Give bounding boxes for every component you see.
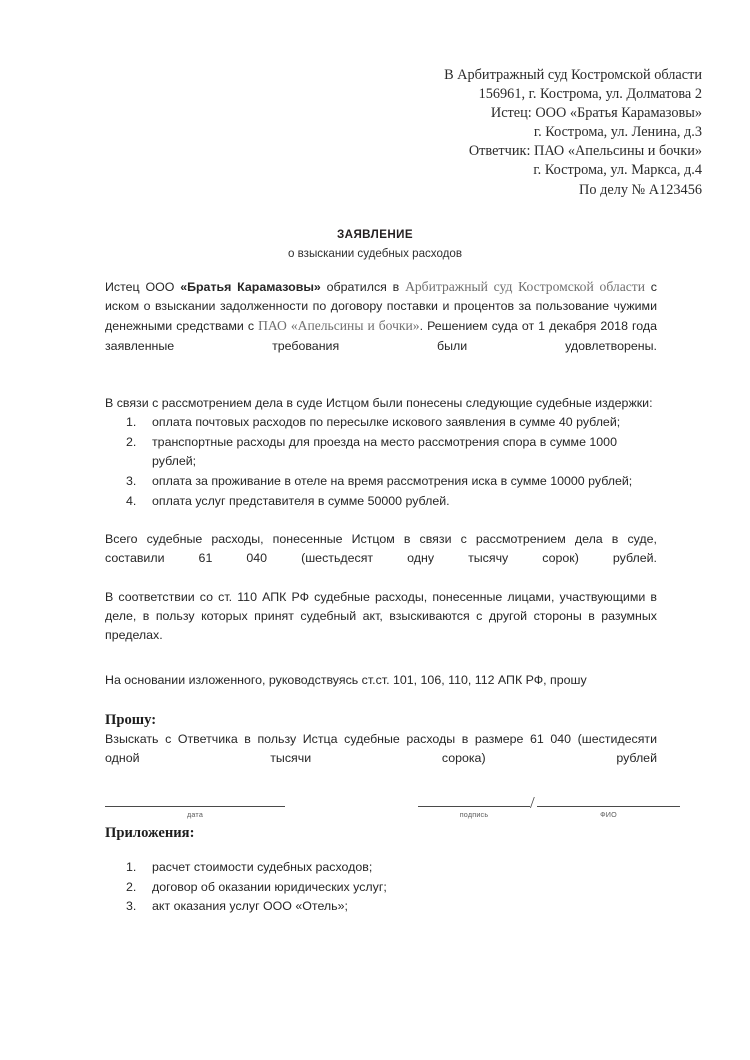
signature-separator: / [530,793,535,812]
header-line-defendant-address: г. Кострома, ул. Маркса, д.4 [533,162,702,179]
intro-plaintiff-name: «Братья Карамазовы» [180,280,321,294]
list-item: расчет стоимости судебных расходов; [152,860,373,875]
fullname-line [537,806,680,807]
intro-seg-3: обратился в [320,280,406,294]
legal-basis-paragraph: В соответствии со ст. 110 АПК РФ судебные расходы, понесенные лицами, участвующими в деле, в пользу которых принят судебный акт, взыскиваются с другой стороны в разумных пределах. [105,589,657,643]
expenses-list [105,413,657,511]
list-item: оплата услуг представителя в сумме 50000 рублей. [152,493,450,508]
intro-seg-7: . Решением суда от 1 декабря 2018 года заявленные требования были удовлетворены. [105,319,657,353]
signature-line [418,806,530,807]
request-heading: Прошу: [105,711,157,728]
list-item: договор об оказании юридических услуг; [152,879,387,894]
header-line-defendant: Ответчик: ПАО «Апельсины и бочки» [468,143,702,160]
totals-paragraph: Всего судебные расходы, понесенные Истцом в связи с рассмотрением дела в суде, составили 61 040 (шестьдесят одну тысячу сорок) рублей. [105,532,657,566]
header-line-court: В Арбитражный суд Костромской области [444,67,702,83]
list-item: акт оказания услуг ООО «Отель»; [152,899,348,914]
header-line-plaintiff: Истец: ООО «Братья Карамазовы» [490,105,702,122]
page-subtitle: о взыскании судебных расходов [287,247,463,260]
request-paragraph: Взыскать с Ответчика в пользу Истца судебные расходы в размере 61 040 (шестидесяти одной тысячи сорока) рублей [105,731,657,765]
intro-defendant-name: ПАО «Апельсины и бочки» [258,318,420,334]
header-line-case-number: По делу № А123456 [579,181,702,198]
signature-area [0,793,750,837]
basis-paragraph: На основании изложенного, руководствуясь ст.ст. 101, 106, 110, 112 АПК РФ, прошу [105,673,587,688]
list-item: оплата за проживание в отеле на время рассмотрения иска в сумме 10000 рублей; [152,474,633,488]
intro-seg-1: Истец ООО [105,280,181,294]
header-line-court-address: 156961, г. Кострома, ул. Долматова 2 [478,86,702,103]
date-signature-line [105,806,285,807]
attachments-list [105,858,657,917]
intro-seg-5: с иском о взыскании задолженности по договору поставки и процентов за пользование чужими денежными средствами с [105,280,657,334]
fullname-caption: ФИО [600,810,617,819]
intro-court-name: Арбитражный суд Костромской области [405,279,645,294]
intro-paragraph [105,277,657,375]
expenses-lead: В связи с рассмотрением дела в суде Истцом были понесены следующие судебные издержки: [105,396,653,411]
court-address-header [282,66,702,200]
signature-caption: подпись [459,810,489,819]
page-title: ЗАЯВЛЕНИЕ [337,228,413,241]
header-line-plaintiff-address: г. Кострома, ул. Ленина, д.3 [533,124,702,141]
list-item: транспортные расходы для проезда на место рассмотрения спора в сумме 1000 рублей; [152,434,617,469]
attachments-heading: Приложения: [105,825,195,842]
date-caption: дата [186,810,204,819]
list-item: оплата почтовых расходов по пересылке искового заявления в сумме 40 рублей; [152,415,621,430]
